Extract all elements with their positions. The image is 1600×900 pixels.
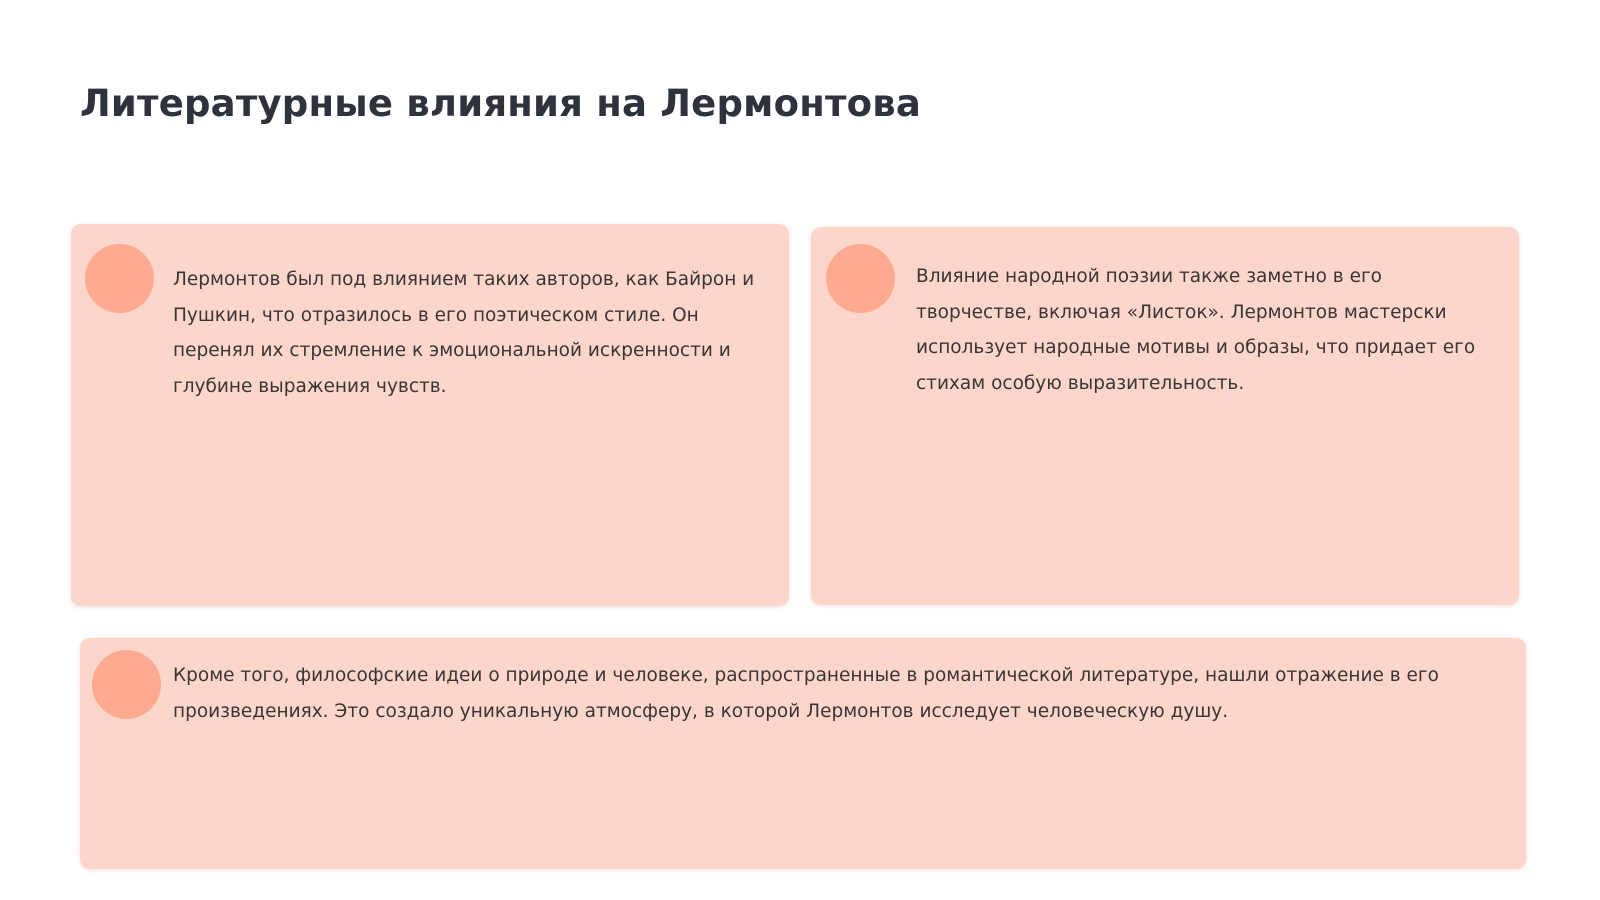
influence-card-folk-poetry — [811, 227, 1519, 605]
card-text: Лермонтов был под влиянием таких авторов, как Байрон и Пушкин, что отразилось в его поэтическом стиле. Он перенял их стремление к эмоциональной искренности и глубине выражения чувств. — [173, 269, 755, 397]
influence-card-romantic-philosophy — [80, 638, 1526, 869]
card-text: Влияние народной поэзии также заметно в его творчестве, включая «Листок». Лермонтов мастерски использует народные мотивы и образы, что придает его стихам особую выразительность. — [916, 266, 1476, 394]
slide-title: Литературные влияния на Лермонтова — [80, 82, 922, 125]
card-text: Кроме того, философские идеи о природе и человеке, распространенные в романтической литературе, нашли отражение в его произведениях. Это создало уникальную атмосферу, в которой Лермонтов исследует человеческую душу. — [173, 665, 1439, 722]
bullet-circle-icon — [85, 244, 154, 313]
bullet-circle-icon — [92, 650, 161, 719]
influence-card-byron-pushkin — [71, 224, 789, 606]
bullet-circle-icon — [826, 244, 895, 313]
